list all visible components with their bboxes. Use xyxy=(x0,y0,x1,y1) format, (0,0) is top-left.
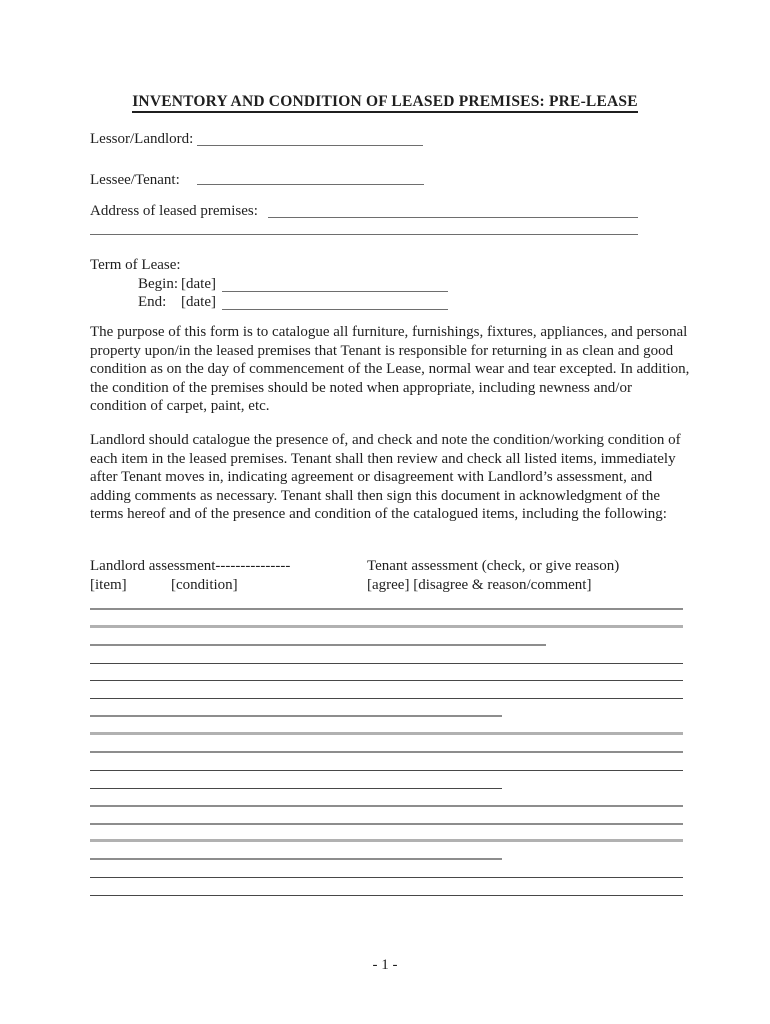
inventory-entry-lines xyxy=(90,592,685,896)
form-entry-line[interactable] xyxy=(90,753,683,771)
form-entry-line[interactable] xyxy=(90,735,683,753)
page-number: - 1 - xyxy=(372,957,398,973)
condition-column-label: [condition] xyxy=(171,577,238,593)
address-input-line-1[interactable] xyxy=(268,203,638,218)
landlord-assessment-header: Landlord assessment--------------- xyxy=(90,558,291,574)
term-end-input-line[interactable] xyxy=(222,295,448,310)
term-begin-input-line[interactable] xyxy=(222,277,448,292)
agree-disagree-column-label: [agree] [disagree & reason/comment] xyxy=(367,577,592,593)
form-entry-line[interactable] xyxy=(90,592,683,610)
form-entry-line[interactable] xyxy=(90,628,546,646)
purpose-paragraph: The purpose of this form is to catalogue all furniture, furnishings, fixtures, appliances, and personal property upon/in the leased premises that Tenant is responsible for returning in as clean and good condition as on the day of commencement of the Lease, normal wear and tear excepted. In addition, the condition of the premises should be noted when appropriate, including newness and/or condition of carpet, paint, etc. xyxy=(90,324,690,414)
lessee-label: Lessee/Tenant: xyxy=(90,172,180,188)
form-entry-line[interactable] xyxy=(90,771,502,789)
form-entry-line[interactable] xyxy=(90,610,683,628)
page-title xyxy=(0,93,770,112)
form-entry-line[interactable] xyxy=(90,664,683,682)
address-input-line-2[interactable] xyxy=(90,220,638,235)
form-entry-line[interactable] xyxy=(90,807,683,825)
term-begin-label: Begin: xyxy=(138,276,178,292)
lessor-input-line[interactable] xyxy=(197,131,423,146)
form-entry-line[interactable] xyxy=(90,842,502,860)
form-entry-line[interactable] xyxy=(90,860,683,878)
form-entry-line[interactable] xyxy=(90,878,683,896)
term-of-lease-heading: Term of Lease: xyxy=(90,257,181,273)
lessee-input-line[interactable] xyxy=(197,170,424,185)
tenant-assessment-header: Tenant assessment (check, or give reason) xyxy=(367,558,620,574)
instructions-paragraph: Landlord should catalogue the presence of, and check and note the condition/working condition of each item in the leased premises. Tenant shall then review and check all listed items, immediately after Tenant moves in, indicating agreement or disagreement with Landlord’s assessment, and adding comments as necessary. Tenant shall then sign this document in acknowledgment of the terms hereof and of the presence and condition of the catalogued items, including the following: xyxy=(90,432,681,522)
form-entry-line[interactable] xyxy=(90,646,683,664)
form-entry-line[interactable] xyxy=(90,717,683,735)
item-column-label: [item] xyxy=(90,577,127,593)
lessor-label: Lessor/Landlord: xyxy=(90,131,194,147)
form-entry-line[interactable] xyxy=(90,825,683,843)
term-end-label: End: xyxy=(138,294,167,310)
form-entry-line[interactable] xyxy=(90,681,683,699)
form-entry-line[interactable] xyxy=(90,789,683,807)
term-begin-date-token: [date] xyxy=(181,276,216,292)
address-label: Address of leased premises: xyxy=(90,203,258,219)
page-title-text: INVENTORY AND CONDITION OF LEASED PREMISES: PRE-LEASE xyxy=(132,93,638,113)
term-end-date-token: [date] xyxy=(181,294,216,310)
form-entry-line[interactable] xyxy=(90,699,502,717)
